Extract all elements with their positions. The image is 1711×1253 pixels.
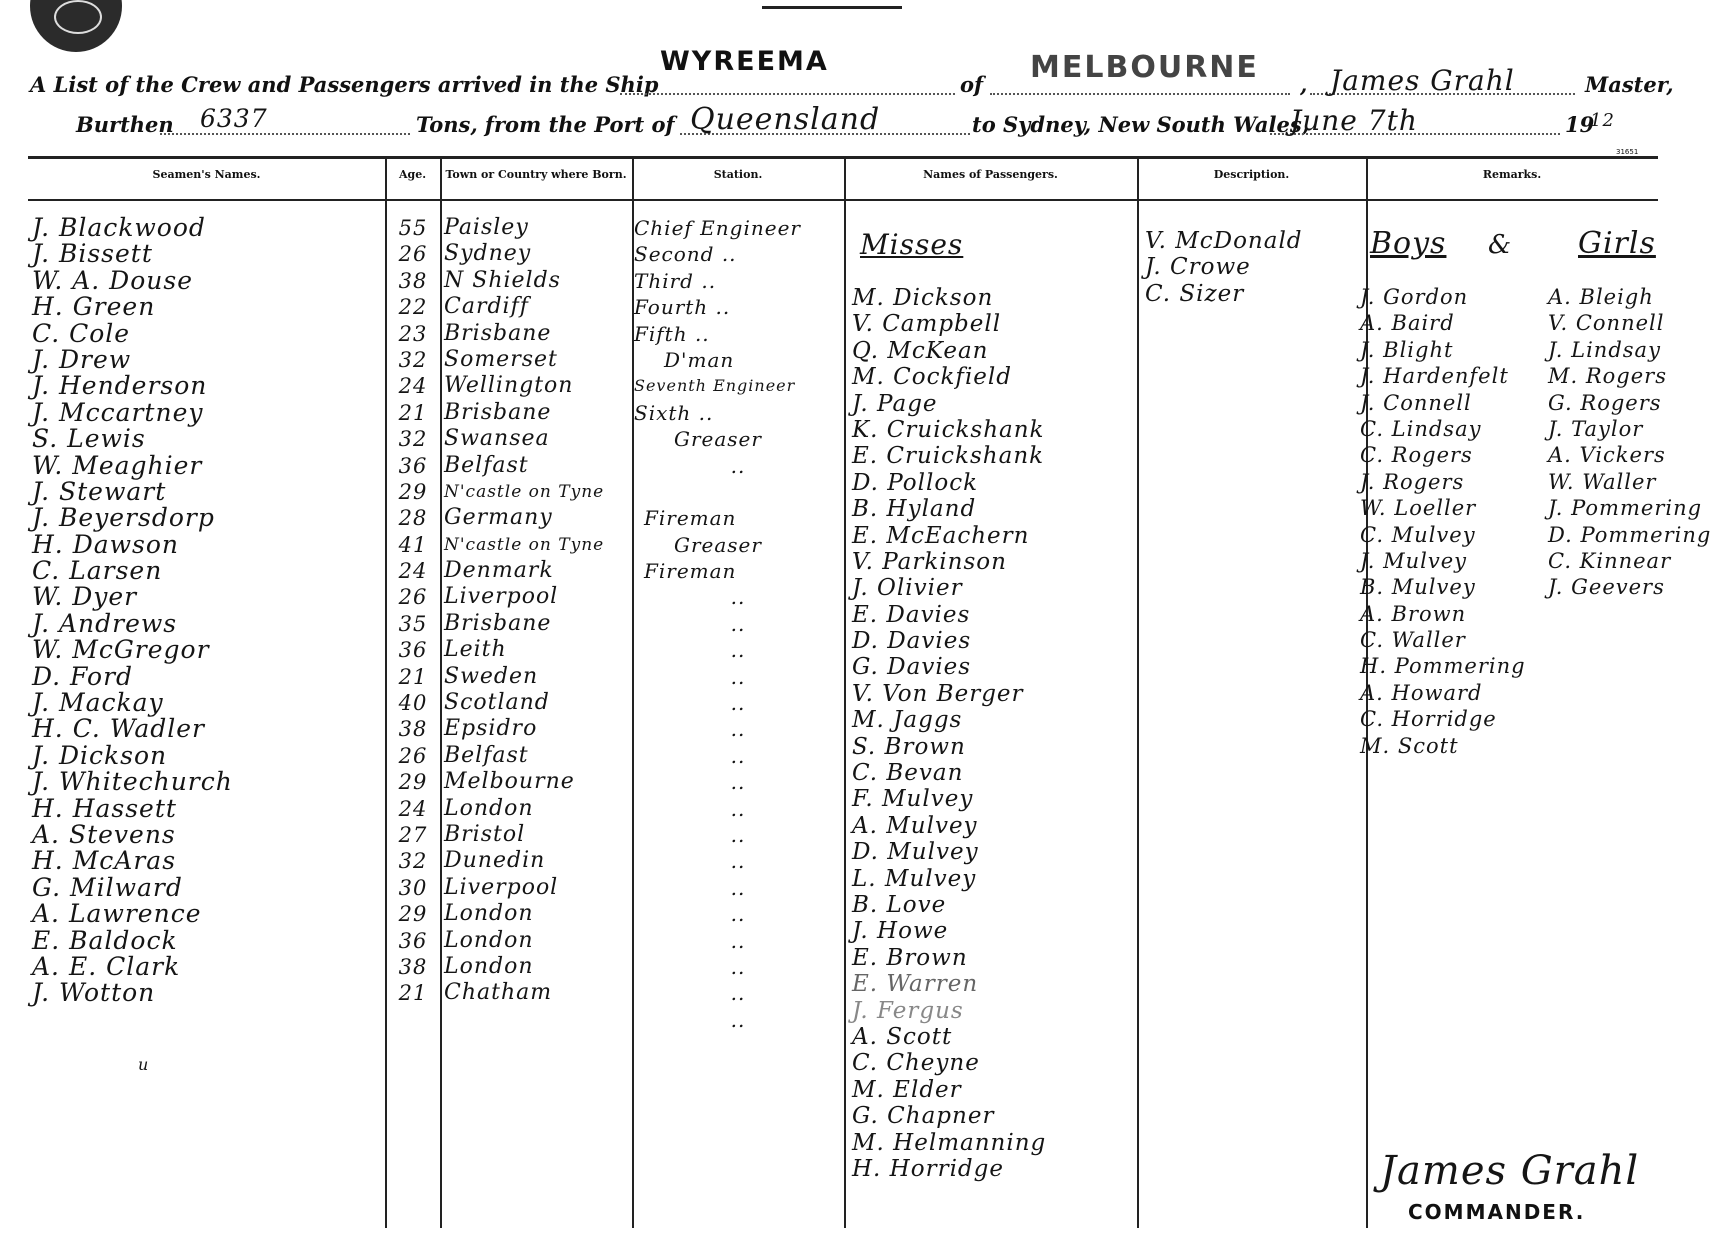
birthplace: Brisbane [444, 399, 552, 425]
birthplace: Bristol [444, 821, 526, 847]
birthplace: Liverpool [444, 584, 559, 610]
birthplace: Denmark [444, 558, 554, 584]
crew-age: 32 [398, 347, 428, 372]
col-head-passengers: Names of Passengers. [923, 168, 1058, 181]
passenger-name: F. Mulvey [852, 786, 974, 813]
stations-list [634, 215, 842, 1033]
description-entry: J. Crowe [1145, 254, 1251, 281]
year-prefix: 19 [1565, 112, 1595, 137]
birthplace: N'castle on Tyne [444, 534, 605, 555]
col-head-age: Age. [398, 168, 427, 181]
crew-name: J. Whitechurch [32, 767, 233, 797]
crew-age: 22 [398, 295, 428, 320]
station: Fifth .. [634, 321, 710, 346]
station: .. [730, 796, 746, 821]
col-head-seamen: Seamen's Names. [152, 168, 261, 181]
crew-age: 41 [398, 532, 428, 557]
crew-age: 36 [398, 638, 428, 663]
crew-name: J. Drew [32, 344, 132, 374]
birthplace: Swansea [444, 426, 550, 452]
station: .. [730, 664, 746, 689]
girl-name: V. Connell [1548, 311, 1665, 336]
crew-name: H. McAras [32, 846, 177, 876]
crew-name: E. Baldock [32, 925, 178, 955]
crew-age: 32 [398, 427, 428, 452]
crew-name: C. Larsen [32, 556, 163, 586]
crew-names-list [32, 215, 382, 1007]
station: .. [730, 928, 746, 953]
crew-name: D. Ford [32, 661, 134, 691]
passenger-name: M. Cockfield [852, 364, 1012, 391]
birthplace: Germany [444, 505, 553, 531]
crew-age: 21 [398, 664, 428, 689]
passenger-name: L. Mulvey [852, 865, 977, 892]
station: Chief Engineer [634, 216, 801, 240]
col-head-remarks: Remarks. [1482, 168, 1542, 181]
birthplace: Paisley [444, 215, 529, 240]
crew-name: H. Dawson [32, 529, 180, 559]
girl-name: J. Lindsay [1548, 337, 1661, 362]
header-line1-prefix: A List of the Crew and Passengers arrived in the Ship [30, 72, 659, 97]
passenger-name: E. Brown [852, 944, 968, 971]
passenger-name: M. Elder [852, 1076, 962, 1103]
boy-name: J. Mulvey [1360, 548, 1468, 573]
station: .. [730, 1007, 746, 1032]
station: .. [730, 849, 746, 874]
crew-name: J. Dickson [32, 740, 168, 770]
boy-name: C. Lindsay [1360, 416, 1482, 441]
crew-age: 35 [398, 611, 428, 636]
passenger-name: E. McEachern [852, 522, 1030, 549]
station: .. [730, 585, 746, 610]
girl-name: A. Vickers [1548, 443, 1666, 468]
station: .. [730, 770, 746, 795]
description-list [1145, 228, 1365, 307]
crew-name: J. Stewart [32, 476, 167, 506]
birthplace: Somerset [444, 346, 558, 372]
passenger-name: Q. McKean [852, 337, 989, 364]
top-rule-mark [762, 6, 902, 9]
crew-age: 26 [398, 242, 428, 267]
crew-name: H. C. Wadler [32, 714, 205, 744]
crew-age: 21 [398, 400, 428, 425]
ages-list [388, 215, 438, 1007]
boy-name: J. Blight [1360, 337, 1454, 362]
crew-name: J. Beyersdorp [32, 503, 215, 533]
passenger-name: C. Bevan [852, 760, 964, 787]
comma: , [1300, 72, 1308, 97]
boy-name: C. Rogers [1360, 443, 1473, 468]
description-entry: C. Sizer [1145, 280, 1245, 307]
passenger-name: A. Mulvey [852, 812, 978, 839]
birthplace: Wellington [444, 373, 574, 399]
col-head-description: Description. [1213, 168, 1290, 181]
crew-age: 28 [398, 506, 428, 531]
crew-age: 40 [398, 691, 428, 716]
girl-name: J. Taylor [1548, 416, 1644, 441]
station: D'man [664, 347, 735, 372]
passenger-name: B. Hyland [852, 496, 977, 523]
birthplace: Epsidro [444, 716, 538, 742]
crew-name: W. Meaghier [32, 450, 203, 480]
crew-age: 38 [398, 717, 428, 742]
crew-name: A. Lawrence [32, 899, 202, 929]
crew-name: J. Wotton [32, 978, 156, 1008]
passenger-name: A. Scott [852, 1023, 953, 1050]
stray-mark: u [138, 1055, 150, 1074]
station: Fourth .. [634, 295, 731, 320]
birthplace: Sydney [444, 241, 532, 267]
year-suffix: 12 [1590, 110, 1615, 131]
passenger-name: E. Cruickshank [852, 443, 1045, 470]
passenger-name: B. Love [852, 891, 947, 918]
girl-name: D. Pommering [1548, 522, 1711, 547]
birthplace: Brisbane [444, 610, 552, 636]
passenger-name: G. Davies [852, 654, 972, 681]
remarks-boys-list [1360, 284, 1550, 759]
birthplace: London [444, 953, 534, 979]
master-name: James Grahl [1330, 64, 1515, 97]
crew-name: J. Blackwood [32, 213, 206, 242]
remarks-girls-list [1548, 284, 1711, 601]
passenger-name: V. Campbell [852, 311, 1002, 338]
crew-name: A. E. Clark [32, 951, 181, 981]
boy-name: A. Howard [1360, 680, 1483, 705]
birthplace: N'castle on Tyne [444, 481, 605, 502]
boy-name: J. Connell [1360, 390, 1472, 415]
crew-age: 26 [398, 585, 428, 610]
girl-name: M. Rogers [1548, 364, 1667, 389]
crew-age: 24 [398, 559, 428, 584]
station: Greaser [674, 427, 762, 452]
crew-age: 26 [398, 743, 428, 768]
tonnage: 6337 [200, 104, 268, 133]
station: .. [730, 453, 746, 478]
station: Third .. [634, 268, 717, 293]
station: Fireman [644, 559, 737, 584]
station: .. [730, 611, 746, 636]
girl-name: J. Geevers [1548, 575, 1665, 600]
form-number: 31651 [1616, 148, 1639, 156]
crew-name: J. Mccartney [32, 397, 204, 427]
table-head-rule [28, 199, 1658, 201]
crew-age: 24 [398, 796, 428, 821]
passenger-name: V. Von Berger [852, 680, 1024, 707]
crew-name: H. Green [32, 292, 156, 322]
girl-name: J. Pommering [1548, 496, 1703, 521]
boy-name: A. Baird [1360, 311, 1455, 336]
passenger-name: K. Cruickshank [852, 416, 1045, 443]
birthplace: Belfast [444, 742, 529, 768]
passenger-name: J. Page [852, 390, 938, 417]
crew-age: 32 [398, 849, 428, 874]
birthplace: Sweden [444, 663, 539, 689]
passengers-heading: Misses [860, 228, 964, 261]
col-head-born: Town or Country where Born. [445, 168, 627, 181]
passenger-name: J. Olivier [852, 575, 963, 602]
crew-age: 30 [398, 875, 428, 900]
remarks-ampersand: & [1488, 230, 1513, 260]
crew-name: W. McGregor [32, 635, 210, 665]
boy-name: C. Waller [1360, 628, 1466, 653]
crew-age: 29 [398, 479, 428, 504]
crew-name: W. Dyer [32, 582, 138, 612]
commander-signature: James Grahl [1380, 1148, 1640, 1194]
remarks-girls-heading: Girls [1578, 226, 1656, 261]
crew-name: A. Stevens [32, 819, 176, 849]
seal-stamp [30, 0, 122, 52]
crew-age: 24 [398, 374, 428, 399]
crew-age: 55 [398, 216, 428, 240]
date: June 7th [1290, 104, 1418, 137]
birthplace: London [444, 901, 534, 927]
birthplace: Dunedin [444, 848, 546, 874]
passenger-names-list [852, 285, 1136, 1182]
station: .. [730, 691, 746, 716]
passenger-name: C. Cheyne [852, 1050, 980, 1077]
girl-name: A. Bleigh [1548, 285, 1654, 309]
remarks-boys-heading: Boys [1370, 226, 1447, 261]
burthen-label: Burthen [76, 112, 174, 137]
passenger-name: J. Fergus [852, 997, 964, 1024]
station: .. [730, 638, 746, 663]
passenger-name: D. Mulvey [852, 839, 979, 866]
station: Seventh Engineer [634, 376, 796, 396]
station: Greaser [674, 532, 762, 557]
passenger-name: S. Brown [852, 733, 966, 760]
station [634, 479, 842, 505]
crew-age: 38 [398, 954, 428, 979]
birthplace: Leith [444, 637, 507, 663]
crew-age: 29 [398, 770, 428, 795]
col-head-station: Station. [713, 168, 763, 181]
boy-name: C. Horridge [1360, 707, 1497, 732]
station: Fireman [644, 506, 737, 531]
passenger-name: M. Helmanning [852, 1129, 1047, 1156]
passenger-name: E. Warren [852, 971, 979, 998]
boy-name: B. Mulvey [1360, 575, 1476, 600]
crew-name: G. Milward [32, 872, 183, 902]
crew-name: W. A. Douse [32, 265, 193, 295]
commander-label: COMMANDER. [1408, 1200, 1586, 1224]
birthplace: Liverpool [444, 874, 559, 900]
passenger-name: E. Davies [852, 601, 971, 628]
birthplaces-list [444, 215, 630, 1007]
girl-name: W. Waller [1548, 469, 1657, 494]
crew-name: J. Bissett [32, 239, 153, 269]
passenger-name: M. Jaggs [852, 707, 963, 734]
birthplace: London [444, 795, 534, 821]
crew-name: J. Mackay [32, 688, 164, 718]
master-label: Master, [1585, 72, 1674, 97]
station: .. [730, 717, 746, 742]
table-top-rule [28, 156, 1658, 159]
station: Second .. [634, 242, 737, 267]
station: .. [730, 875, 746, 900]
crew-age: 36 [398, 453, 428, 478]
passenger-name: H. Horridge [852, 1155, 1004, 1182]
tons-from-label: Tons, from the Port of [416, 112, 675, 137]
boy-name: J. Gordon [1360, 285, 1469, 309]
to-label: to Sydney, New South Wales, [972, 112, 1310, 137]
girl-name: C. Kinnear [1548, 548, 1672, 573]
passenger-name: J. Howe [852, 918, 949, 945]
crew-age: 38 [398, 268, 428, 293]
birthplace: London [444, 927, 534, 953]
birthplace: N Shields [444, 267, 561, 293]
boy-name: J. Rogers [1360, 469, 1465, 494]
crew-age: 36 [398, 928, 428, 953]
boy-name: J. Hardenfelt [1360, 364, 1509, 389]
crew-name: J. Andrews [32, 608, 178, 638]
from-port: Queensland [690, 102, 881, 137]
crew-age: 27 [398, 822, 428, 847]
station: .. [730, 981, 746, 1006]
passenger-name: G. Chapner [852, 1103, 995, 1130]
crew-name: J. Henderson [32, 371, 208, 401]
crew-age: 23 [398, 321, 428, 346]
station: .. [730, 954, 746, 979]
boy-name: W. Loeller [1360, 496, 1477, 521]
boy-name: M. Scott [1360, 733, 1459, 758]
station: .. [730, 743, 746, 768]
description-entry: V. McDonald [1145, 228, 1303, 254]
passenger-name: M. Dickson [852, 285, 994, 311]
boy-name: A. Brown [1360, 601, 1467, 626]
crew-name: S. Lewis [32, 424, 146, 454]
birthplace: Scotland [444, 690, 550, 716]
boy-name: C. Mulvey [1360, 522, 1476, 547]
crew-name: H. Hassett [32, 793, 177, 823]
birthplace: Cardiff [444, 294, 529, 320]
birthplace: Chatham [444, 980, 553, 1006]
birthplace: Belfast [444, 452, 529, 478]
passenger-name: D. Pollock [852, 469, 979, 496]
passenger-name: V. Parkinson [852, 548, 1007, 575]
crew-age: 21 [398, 981, 428, 1006]
station: .. [730, 902, 746, 927]
station: .. [730, 822, 746, 847]
port-of-registry-stamp: MELBOURNE [1030, 50, 1259, 85]
boy-name: H. Pommering [1360, 654, 1526, 679]
of-label: of [960, 72, 984, 97]
crew-age: 29 [398, 902, 428, 927]
birthplace: Brisbane [444, 320, 552, 346]
passenger-name: D. Davies [852, 628, 972, 655]
crew-name: C. Cole [32, 318, 131, 348]
girl-name: G. Rogers [1548, 390, 1662, 415]
ship-name: WYREEMA [660, 46, 829, 77]
station: Sixth .. [634, 400, 714, 425]
birthplace: Melbourne [444, 769, 575, 795]
